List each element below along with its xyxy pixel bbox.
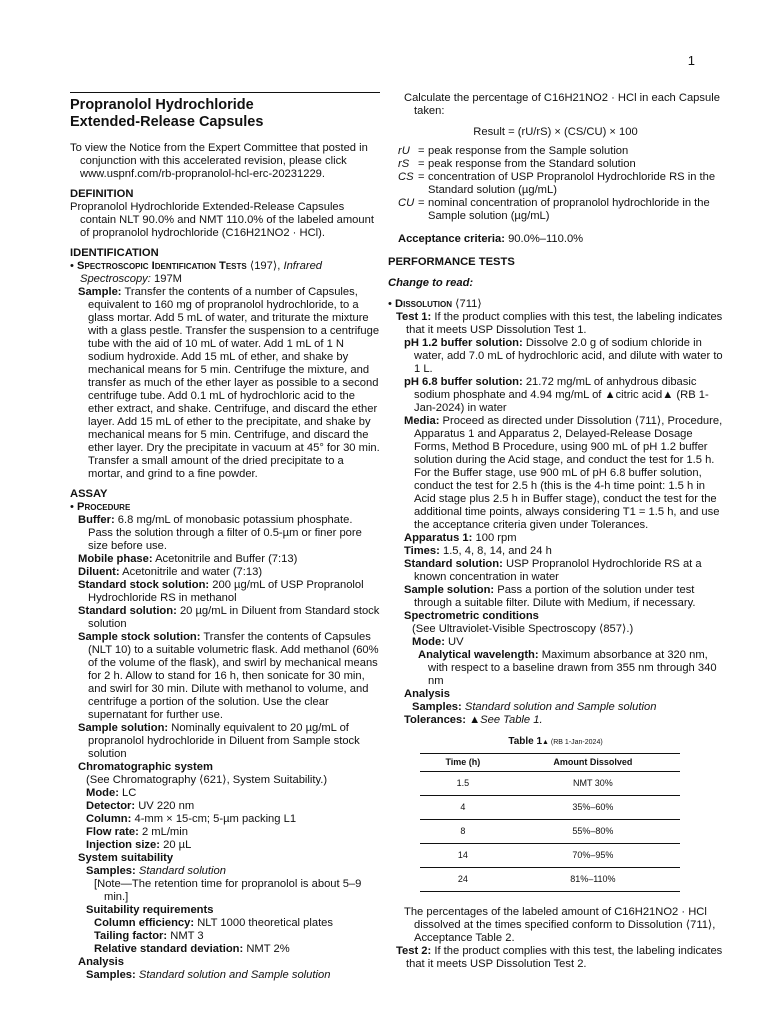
dissolution-label: Dissolution bbox=[395, 298, 453, 310]
title-line-1: Propranolol Hydrochloride bbox=[70, 97, 254, 113]
table-row bbox=[420, 820, 680, 844]
tolerances-text: ▲See Table 1. bbox=[469, 714, 543, 726]
media-text: Proceed as directed under Dissolution ⟨711⟩, Procedure, Apparatus 1 and Apparatus 2, Delayed-Release Dosage Forms, Method B Procedure, using 900 mL of pH 1.2 buffer solution during the Acid stage, and conduct the test for 1.5 h. For the Buffer stage, use 900 mL of pH 6.8 buffer solution, conduct the test for 2.5 h (this is the 4-h time point: 1.5 h in Acid stage plus 2.5 h in Buffer stage), conduct the test for the additional time points, always considering T1 = 1.5 h, and use the acceptance criteria given under Tolerances. bbox=[414, 415, 723, 531]
notice-text: To view the Notice from the Expert Committee that posted in conjunction with this accelerated revision, please click www.uspnf.com/rb-propranolol-hcl-erc-20231229. bbox=[70, 142, 368, 180]
times-text: 1.5, 4, 8, 14, and 24 h bbox=[442, 545, 552, 557]
times-label: Times: bbox=[404, 545, 440, 557]
test1-text: If the product complies with this test, the labeling indicates that it meets USP Dissolution Test 1. bbox=[406, 311, 723, 336]
diss-analysis-label: Analysis bbox=[404, 688, 451, 700]
sample-solution-item bbox=[70, 722, 380, 761]
table-row bbox=[420, 868, 680, 892]
tailing-factor-text: NMT 3 bbox=[170, 930, 204, 942]
dissolution-heading: • Dissolution ⟨711⟩ bbox=[388, 298, 482, 310]
apparatus-item bbox=[388, 532, 723, 545]
suitability-req-label: Suitability requirements bbox=[86, 904, 214, 916]
rsd-text: NMT 2% bbox=[246, 943, 290, 955]
sample-solution-text: Nominally equivalent to 20 µg/mL of propranolol hydrochloride in Diluent from Sample stock solution bbox=[88, 722, 360, 760]
diss-sample-text: Pass a portion of the solution under test through a suitable filter. Dilute with Medium, if necessary. bbox=[414, 584, 696, 609]
media-item bbox=[388, 415, 723, 532]
tolerances-label: Tolerances: bbox=[404, 714, 466, 726]
table-cell: 1.5 bbox=[420, 772, 506, 796]
injection-size-label: Injection size: bbox=[86, 839, 160, 851]
analysis-label: Analysis bbox=[78, 956, 125, 968]
table-cell: NMT 30% bbox=[506, 772, 680, 796]
sample-stock-text: Transfer the contents of Capsules (NLT 10) to a suitable volumetric flask. Add methanol (60% of the volume of the flask), and swirl by mechanical means for 2 h. Allow to stand for 16 h, then sonicate for 30 min, and swirl for 30 min. Dilute with methanol to volume, and centrifuge a portion of the solution. Use the clear supernatant for further use. bbox=[88, 631, 379, 721]
spectro-mode-label: Mode: bbox=[412, 636, 445, 648]
identification-heading: IDENTIFICATION bbox=[70, 247, 159, 259]
apparatus-text: 100 rpm bbox=[475, 532, 517, 544]
id-sample-text: Transfer the contents of a number of Capsules, equivalent to 160 mg of propranolol hydrochloride, to a glass mortar. Add 5 mL of water, and triturate the mixture with a glass pestle. Transfer the suspension to a centrifuge tube with the aid of 10 mL of water. Add 1 mL of 1 N sodium hydroxide. Add 15 mL of ether, and shake by mechanical means for 5 min. Centrifuge the mixture, and transfer as much of the ether layer as possible to a second centrifuge tube. Add 0.1 mL of hydrochloric acid to the ether extract, and shake. Centrifuge, and discard the ether layer. Add 15 mL of ether to the precipitate, and shake by mechanical means for 5 min. Centrifuge, and discard the ether layer. Dry the precipitate in vacuum at 45° for 30 min. Transfer a small amount of the dried precipitate to a mortar, and grind to a fine powder. bbox=[88, 286, 380, 480]
title-line-2: Extended-Release Capsules bbox=[70, 114, 264, 130]
mode-text: LC bbox=[122, 787, 137, 799]
percentages-text: The percentages of the labeled amount of C16H21NO2 · HCl dissolved at the times specified conform to Dissolution ⟨711⟩, Acceptance Table 2. bbox=[404, 906, 716, 944]
def-equals: = bbox=[418, 145, 425, 157]
table-cell: 70%–95% bbox=[506, 844, 680, 868]
id-sample-label: Sample: bbox=[78, 286, 122, 298]
identification-test: • Spectroscopic Identification Tests ⟨197⟩, Infrared Spectroscopy: 197M bbox=[70, 260, 323, 285]
def-text: peak response from the Standard solution bbox=[428, 158, 636, 170]
sample-stock-label: Sample stock solution: bbox=[78, 631, 201, 643]
def-equals: = bbox=[418, 158, 425, 170]
page-number: 1 bbox=[687, 53, 695, 68]
mobile-phase-item bbox=[70, 553, 380, 566]
analysis-samples-text: Standard solution and Sample solution bbox=[138, 969, 331, 981]
formula-definitions bbox=[398, 145, 723, 223]
mobile-phase-text: Acetonitrile and Buffer (7:13) bbox=[155, 553, 298, 565]
wavelength-label: Analytical wavelength: bbox=[418, 649, 539, 661]
table-cell: 14 bbox=[420, 844, 506, 868]
times-item bbox=[388, 545, 723, 558]
diss-sample-item bbox=[388, 584, 723, 610]
table-cell: 24 bbox=[420, 868, 506, 892]
test1-label: Test 1: bbox=[396, 311, 432, 323]
std-solution-item bbox=[70, 605, 380, 631]
diss-sample-label: Sample solution: bbox=[404, 584, 495, 596]
sample-stock-item bbox=[70, 631, 380, 722]
def-text: nominal concentration of propranolol hydrochloride in the Sample solution (µg/mL) bbox=[428, 197, 710, 222]
ph12-label: pH 1.2 buffer solution: bbox=[404, 337, 523, 349]
system-suitability-label: System suitability bbox=[78, 852, 174, 864]
def-symbol: rU bbox=[398, 145, 410, 157]
buffer-text: 6.8 mg/mL of monobasic potassium phosphate. Pass the solution through a filter of 0.5-µm or finer pore size before use. bbox=[88, 514, 362, 552]
media-label: Media: bbox=[404, 415, 440, 427]
std-stock-item bbox=[70, 579, 380, 605]
analysis-samples-item bbox=[70, 969, 380, 982]
id-test-ref: ⟨197⟩, bbox=[249, 260, 281, 272]
id-test-code: 197M bbox=[154, 273, 182, 285]
left-column bbox=[70, 92, 380, 982]
acceptance-label: Acceptance criteria: bbox=[398, 233, 505, 245]
assay-heading: ASSAY bbox=[70, 488, 108, 500]
ss-samples-item bbox=[70, 865, 380, 878]
table-cell: 55%–80% bbox=[506, 820, 680, 844]
table-cell: 8 bbox=[420, 820, 506, 844]
ph68-item bbox=[388, 376, 723, 415]
right-column bbox=[388, 92, 723, 971]
detector-item bbox=[70, 800, 380, 813]
id-test-name: Spectroscopic Identification Tests bbox=[77, 260, 247, 272]
table-cell: 4 bbox=[420, 796, 506, 820]
column-text: 4-mm × 15-cm; 5-µm packing L1 bbox=[134, 813, 297, 825]
table-cell: 35%–60% bbox=[506, 796, 680, 820]
spectro-mode-text: UV bbox=[448, 636, 464, 648]
flow-rate-label: Flow rate: bbox=[86, 826, 139, 838]
monograph-title bbox=[70, 97, 380, 131]
diss-analysis-samples-text: Standard solution and Sample solution bbox=[464, 701, 657, 713]
std-stock-text: 200 µg/mL of USP Propranolol Hydrochloride RS in methanol bbox=[88, 579, 364, 604]
change-to-read: Change to read: bbox=[388, 277, 474, 289]
diss-analysis-samples-label: Samples: bbox=[412, 701, 462, 713]
def-text: peak response from the Sample solution bbox=[428, 145, 629, 157]
diluent-text: Acetonitrile and water (7:13) bbox=[122, 566, 263, 578]
acceptance-text: 90.0%–110.0% bbox=[508, 233, 584, 245]
std-stock-label: Standard stock solution: bbox=[78, 579, 210, 591]
id-sample bbox=[70, 286, 380, 481]
performance-heading: PERFORMANCE TESTS bbox=[388, 256, 515, 268]
table-caption-note: ▲ (RB 1-Jan-2024) bbox=[542, 739, 603, 746]
ph12-item bbox=[388, 337, 723, 376]
acceptance-criteria bbox=[398, 233, 723, 246]
chrom-system-ref: (See Chromatography ⟨621⟩, System Suitability.) bbox=[86, 774, 328, 786]
std-solution-text: 20 µg/mL in Diluent from Standard stock solution bbox=[88, 605, 380, 630]
flow-rate-text: 2 mL/min bbox=[141, 826, 188, 838]
analysis-samples-label: Samples: bbox=[86, 969, 136, 981]
result-formula: Result = (rU/rS) × (CS/CU) × 100 bbox=[473, 126, 638, 138]
diss-std-label: Standard solution: bbox=[404, 558, 503, 570]
definition-heading: DEFINITION bbox=[70, 188, 134, 200]
column-efficiency-text: NLT 1000 theoretical plates bbox=[197, 917, 333, 929]
test2-item bbox=[388, 945, 723, 971]
calc-instruction: Calculate the percentage of C16H21NO2 · HCl in each Capsule taken: bbox=[404, 92, 720, 117]
def-equals: = bbox=[418, 171, 425, 183]
title-rule bbox=[70, 92, 380, 93]
def-symbol: rS bbox=[398, 158, 410, 170]
tolerance-table bbox=[420, 753, 680, 892]
def-symbol: CU bbox=[398, 197, 415, 209]
spectro-ref: (See Ultraviolet-Visible Spectroscopy ⟨857⟩.) bbox=[412, 623, 634, 635]
rsd-item bbox=[70, 943, 380, 956]
procedure-heading: • Procedure bbox=[70, 501, 131, 513]
test1-item bbox=[388, 311, 723, 337]
diluent-label: Diluent: bbox=[78, 566, 120, 578]
ss-samples-label: Samples: bbox=[86, 865, 136, 877]
column-item bbox=[70, 813, 380, 826]
injection-size-text: 20 µL bbox=[163, 839, 192, 851]
def-symbol: CS bbox=[398, 171, 414, 183]
mode-label: Mode: bbox=[86, 787, 119, 799]
ph68-text: 21.72 mg/mL of anhydrous dibasic sodium phosphate and 4.94 mg/mL of ▲citric acid▲ (RB 1-Jan-2024) in water bbox=[414, 376, 709, 414]
test2-text: If the product complies with this test, the labeling indicates that it meets USP Dissolution Test 2. bbox=[406, 945, 723, 970]
table-caption bbox=[388, 735, 723, 749]
column-efficiency-label: Column efficiency: bbox=[94, 917, 195, 929]
table-row bbox=[420, 772, 680, 796]
def-text: concentration of USP Propranolol Hydrochloride RS in the Standard solution (µg/mL) bbox=[428, 171, 716, 196]
spectro-mode-item bbox=[388, 636, 723, 649]
spectro-label: Spectrometric conditions bbox=[404, 610, 539, 622]
dissolution-ref: ⟨711⟩ bbox=[455, 298, 482, 310]
buffer-item bbox=[70, 514, 380, 553]
diss-analysis-samples bbox=[388, 701, 723, 714]
rsd-label: Relative standard deviation: bbox=[94, 943, 244, 955]
table-header-row bbox=[420, 754, 680, 772]
tailing-factor-item bbox=[70, 930, 380, 943]
ss-samples-text: Standard solution bbox=[138, 865, 226, 877]
wavelength-text: Maximum absorbance at 320 nm, with respect to a baseline drawn from 355 nm through 340 nm bbox=[428, 649, 717, 687]
def-equals: = bbox=[418, 197, 425, 209]
column-efficiency-item bbox=[70, 917, 380, 930]
mode-item bbox=[70, 787, 380, 800]
procedure-label: Procedure bbox=[77, 501, 131, 513]
apparatus-label: Apparatus 1: bbox=[404, 532, 473, 544]
injection-size-item bbox=[70, 839, 380, 852]
tolerances-item bbox=[388, 714, 723, 727]
test2-label: Test 2: bbox=[396, 945, 432, 957]
definition-text: Propranolol Hydrochloride Extended-Release Capsules contain NLT 90.0% and NMT 110.0% of the labeled amount of propranolol hydrochloride (C16H21NO2 · HCl). bbox=[70, 201, 374, 239]
detector-label: Detector: bbox=[86, 800, 136, 812]
chrom-system-label: Chromatographic system bbox=[78, 761, 213, 773]
flow-rate-item bbox=[70, 826, 380, 839]
std-solution-label: Standard solution: bbox=[78, 605, 177, 617]
diss-std-text: USP Propranolol Hydrochloride RS at a known concentration in water bbox=[414, 558, 702, 583]
buffer-label: Buffer: bbox=[78, 514, 115, 526]
sample-solution-label: Sample solution: bbox=[78, 722, 169, 734]
diluent-item bbox=[70, 566, 380, 579]
table-header-time: Time (h) bbox=[420, 754, 506, 772]
diss-std-item bbox=[388, 558, 723, 584]
ph68-label: pH 6.8 buffer solution: bbox=[404, 376, 523, 388]
detector-text: UV 220 nm bbox=[138, 800, 195, 812]
table-row bbox=[420, 796, 680, 820]
table-caption-text: Table 1 bbox=[508, 736, 543, 747]
table-cell: 81%–110% bbox=[506, 868, 680, 892]
table-row bbox=[420, 844, 680, 868]
column-label: Column: bbox=[86, 813, 132, 825]
table-header-amount: Amount Dissolved bbox=[506, 754, 680, 772]
id-test-method: Infrared Spectroscopy: bbox=[80, 260, 323, 285]
tailing-factor-label: Tailing factor: bbox=[94, 930, 168, 942]
mobile-phase-label: Mobile phase: bbox=[78, 553, 153, 565]
ph12-text: Dissolve 2.0 g of sodium chloride in water, add 7.0 mL of hydrochloric acid, and dilute with water to 1 L. bbox=[414, 337, 723, 375]
wavelength-item bbox=[388, 649, 723, 688]
retention-note: [Note—The retention time for propranolol is about 5–9 min.] bbox=[94, 878, 362, 903]
